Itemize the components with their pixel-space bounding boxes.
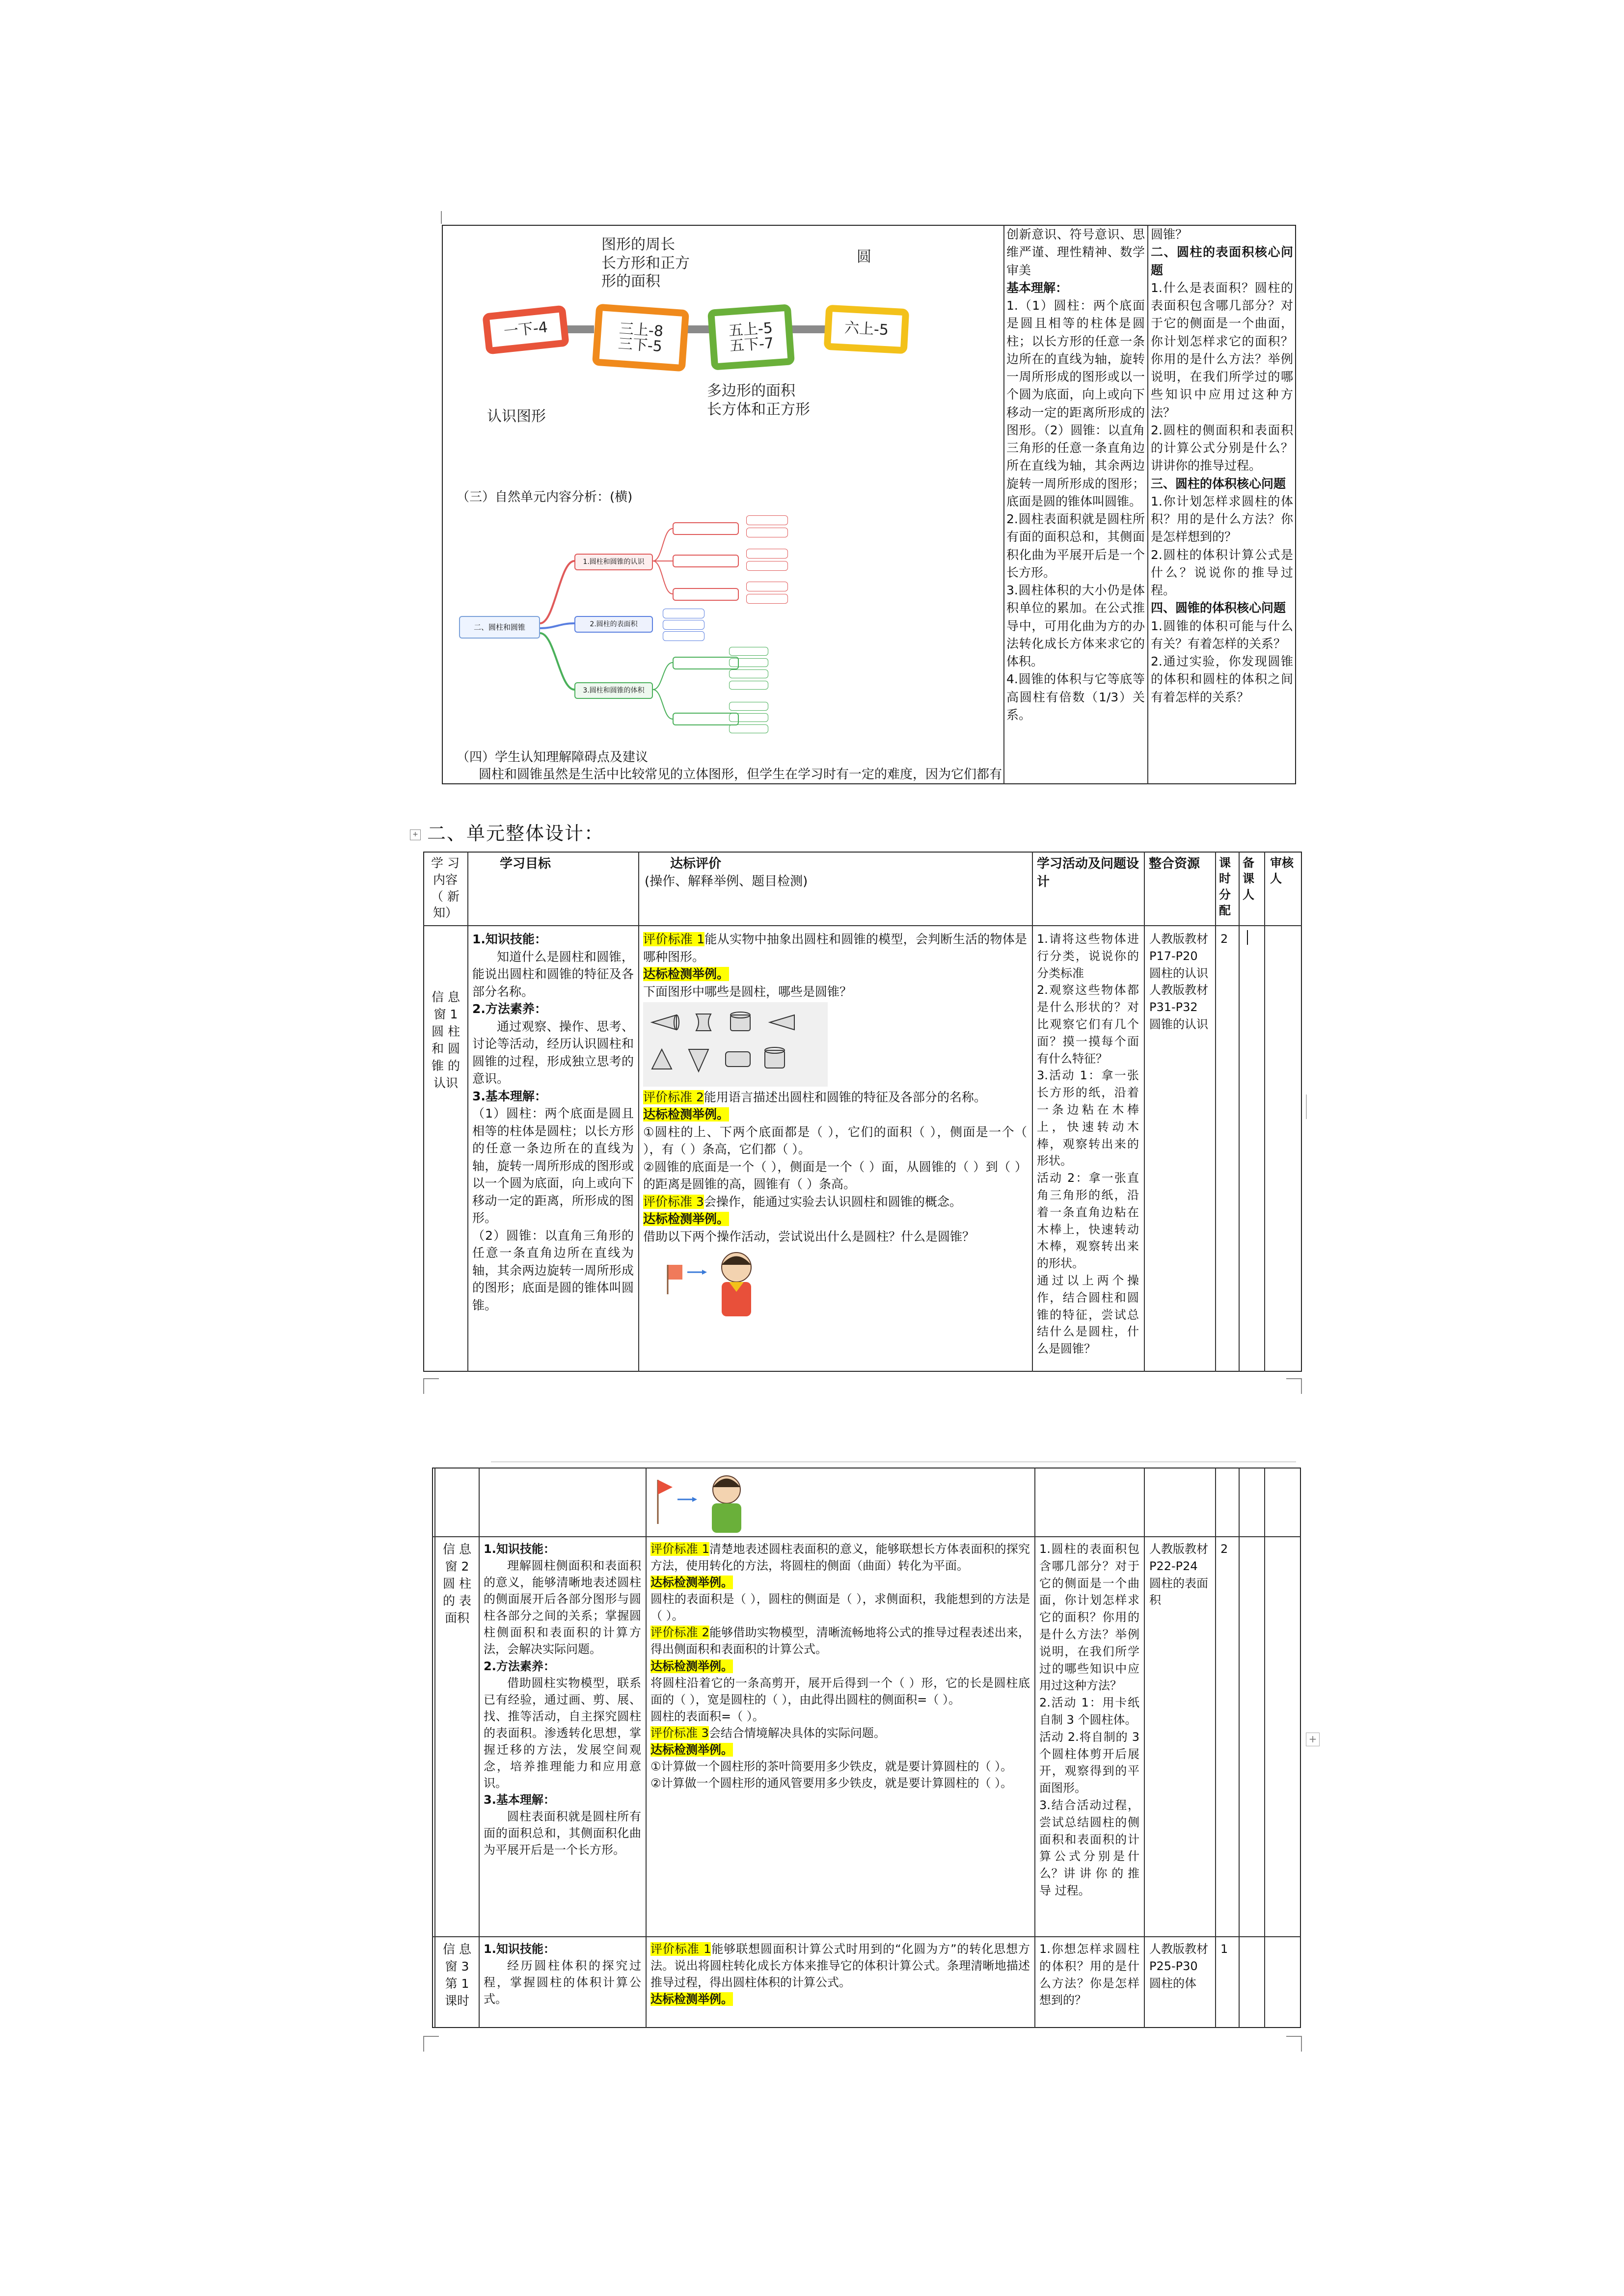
eval-question: ①计算做一个圆柱形的茶叶筒要用多少铁皮，就是要计算圆柱的（ ）。 ②计算做一个圆柱形的通风管要用多少铁皮，就是要计算圆柱的（ ）。: [650, 1760, 1013, 1790]
mindmap-leaf: [673, 588, 739, 601]
goal-title: 1.知识技能：: [472, 932, 547, 946]
eval-check-tag: 达标检测举例。: [650, 1992, 733, 2006]
mindmap-leaf: [729, 724, 768, 733]
eval-question: ②圆锥的底面是一个（ ），侧面是一个（ ）面，从圆锥的（ ）到（ ）的距离是圆锥的高，圆锥有（ ）条高。: [643, 1159, 1027, 1191]
girl-with-stick-illustration: [663, 1245, 790, 1319]
mindmap-leaf: [673, 522, 739, 535]
mindmap-leaf: [729, 713, 768, 722]
eval-question: 借助以下两个操作活动，尝试说出什么是圆柱？什么是圆锥？: [643, 1229, 975, 1244]
mindmap-branch-2: 2.圆柱的表面积: [574, 616, 653, 633]
row-goal-2: [480, 1539, 645, 1860]
goal-title: 1.知识技能：: [484, 1542, 555, 1556]
solid-shapes-figure: [643, 1002, 828, 1087]
chain-node-label: 六上-5: [844, 319, 889, 339]
eval-check-tag: 达标检测举例。: [643, 1212, 730, 1226]
eval-standard-tag: 评价标准 1: [650, 1942, 711, 1956]
row-goal-3: [480, 1939, 645, 2009]
basic-item: 4.圆锥的体积与它等底等高圆柱有倍数（1/3）关系。: [1006, 672, 1145, 722]
frustum-shape: [652, 1049, 672, 1069]
eval-standard-tag: 评价标准 3: [650, 1726, 709, 1740]
row-hours-2: 2: [1220, 1542, 1228, 1556]
mindmap-root: 二、圆柱和圆锥: [459, 616, 540, 639]
basic-item: 3.圆柱体积的大小仍是体积单位的累加。在公式推导中，可用化曲为方的办法转化成长方体来求它的体积。: [1006, 583, 1145, 668]
goal-title: 3.基本理解：: [472, 1089, 547, 1103]
header-prep: 备课人: [1243, 856, 1254, 902]
goal-text: 理解圆柱侧面积和表面积的意义，能够清晰地表述圆柱的侧面展开后各部分图形与圆柱各部分之间的关系；掌握圆柱侧面积和表面积的计算方法，会解决实际问题。: [484, 1559, 641, 1656]
eval-check-tag: 达标检测举例。: [643, 1107, 730, 1121]
paper-flag-shape: [668, 1265, 682, 1280]
mindmap-leaf: [746, 515, 788, 525]
chain-node-1: [482, 305, 569, 354]
row-goal-1: [468, 929, 638, 1316]
mindmap-leaf: [663, 620, 704, 630]
basic-understanding-title: 基本理解：: [1006, 280, 1068, 295]
header-review: 审核人: [1270, 856, 1294, 886]
eval-standard-tag: 评价标准 3: [643, 1194, 704, 1209]
obstacles-title: （四）学生认知理解障碍点及建议: [457, 750, 649, 765]
mindmap-leaf: [746, 582, 788, 591]
goal-text: （1）圆柱：两个底面是圆且相等的柱体是圆柱；以长方形的任意一条边所在的直线为轴，旋转一周所形成的图形或以一个圆为底面，向上或向下移动一定的距离，所形成的图形。 （2）圆锥：以直角三角形的任意一条直角边所在直线为轴，其余两边旋转一周所形成的图形；底面是圆的锥体叫圆锥。: [472, 1106, 634, 1312]
chain-node-2: [592, 304, 689, 372]
eval-standard-text: 能够借助实物模型，清晰流畅地将公式的推导过程表述出来，得出侧面积和表面积的计算公式。: [650, 1626, 1030, 1656]
row-resource-2: 人教版教材 P22-P24 圆柱的表面积: [1149, 1542, 1208, 1607]
eval-question: 下面图形中哪些是圆柱，哪些是圆锥？: [643, 984, 852, 999]
eval-standard-text: 会操作，能通过实验去认识圆柱和圆锥的概念。: [704, 1194, 962, 1209]
goal-title: 1.知识技能：: [484, 1942, 555, 1956]
eval-standard-text: 能从实物中抽象出圆柱和圆锥的模型，会判断生活的物体是哪种图形。: [643, 932, 1027, 964]
chain-node-4: [824, 305, 910, 354]
eval-check-tag: 达标检测举例。: [650, 1742, 733, 1757]
eval-standard-tag: 评价标准 1: [650, 1542, 709, 1556]
chain-link: [790, 325, 830, 333]
eval-check-tag: 达标检测举例。: [643, 967, 730, 981]
cone-side-shape: [770, 1015, 794, 1030]
chain-node-label: 一下-4: [503, 319, 549, 341]
eval-question: 将圆柱沿着它的一条高剪开，展开后得到一个（ ）形，它的长是圆柱底面的（ ），宽是圆柱的（ ），由此得出圆柱的侧面积=（ ）。 圆柱的表面积=（ ）。: [650, 1676, 1030, 1723]
add-row-handle[interactable]: +: [1306, 1733, 1320, 1746]
header-goal: 学习目标: [500, 856, 551, 871]
mindmap-leaf: [729, 669, 768, 678]
girl-illustration-continued: [648, 1470, 776, 1534]
cone-side-shape: [652, 1015, 677, 1030]
row-activity-1: 1.请将这些物体进行分类，说说你的分类标准 2.观察这些物体都是什么形状的？对比观察它们有几个面？摸一摸每个面有什么特征？ 3.活动 1：拿一张长方形的纸，沿着一条边粘在木棒上，快速转动木棒，观察转出来的形状。 活动 2：拿一张直角三角形的纸，沿着一条直角边粘在木棒上，快速转动木棒，观察转出来的形状。 通过以上两个操作，结合圆柱和圆锥的特征，尝试总结什么是圆柱，什么是圆锥？: [1037, 932, 1139, 1356]
eval-check-tag: 达标检测举例。: [650, 1659, 733, 1673]
mindmap-leaf: [729, 702, 768, 711]
core-question-lead: 圆锥？: [1151, 227, 1188, 241]
chain-node-3: [707, 304, 795, 371]
core-question-text: 1.什么是表面积？圆柱的表面积包含哪几部分？对于它的侧面是一个曲面，你计划怎样求它的面积？你用的是什么方法？举例说明，在我们所学过的哪些知识中应用过这种方法？ 2.圆柱的侧面积和表面积的计算公式分别是什么？讲讲你的推导过程。: [1151, 280, 1293, 473]
header-eval-cell: [641, 853, 1031, 893]
row-resource-1: 人教版教材 P17-P20 圆柱的认识 人教版教材 P31-P32 圆锥的认识: [1149, 932, 1208, 1031]
obstacles-text: 圆柱和圆锥虽然是生活中比较常见的立体图形，但学生在学习时有一定的难度，因为它们都有: [479, 767, 1002, 782]
natural-analysis-title: （三）自然单元内容分析：(横): [457, 490, 633, 505]
diagram-label-polygon: 多边形的面积 长方体和正方形: [707, 382, 810, 418]
solid-shapes-svg: [647, 1005, 814, 1079]
mindmap-leaf: [663, 631, 704, 641]
eval-standard-text: 能用语言描述出圆柱和圆锥的特征及各部分的名称。: [704, 1090, 986, 1104]
table-move-handle[interactable]: +: [410, 829, 421, 840]
row-content-3: 信 息 窗 3 第 1 课时: [443, 1942, 471, 2008]
eval-standard-tag: 评价标准 1: [643, 932, 705, 946]
header-activity: 学习活动及问题设计: [1037, 856, 1139, 889]
mindmap-leaf: [746, 549, 788, 559]
row-activity-2: 1.圆柱的表面积包含哪几部分？对于它的侧面是一个曲面，你计划怎样求它的面积？你用的是什么方法？举例说明，在我们所学过的哪些知识中应用过这种方法？ 2.活动 1：用卡纸自制 3 个圆柱体。 活动 2.将自制的 3 个圆柱体剪开后展开，观察得到的平面图形。 3.结合活动过程，尝试总结圆柱的侧面积和表面积的计算公式分别是什么？讲 讲 你 的 推 导 过程。: [1039, 1542, 1139, 1897]
diagram-label-circle: 圆: [857, 248, 871, 266]
eval-question: 圆柱的表面积是（ ），圆柱的侧面是（ ），求侧面积，我能想到的方法是（ ）。: [650, 1592, 1030, 1623]
goal-text: 通过观察、操作、思考、讨论等活动，经历认识圆柱和圆锥的过程，形成独立思考的意识。: [472, 1019, 634, 1086]
header-eval: 达标评价: [670, 856, 722, 871]
goal-text: 经历圆柱体积的探究过程，掌握圆柱的体积计算公式。: [484, 1959, 641, 2006]
chain-node-label: 三上-8 三下-5: [617, 320, 664, 356]
goal-text: 知道什么是圆柱和圆锥，能说出圆柱和圆锥的特征及各部分名称。: [472, 949, 634, 999]
row-content-2: 信 息 窗 2 圆 柱 的 表 面积: [443, 1542, 471, 1625]
row-content-1: 信 息 窗 1 圆 柱 和 圆 锥 的 认识: [432, 990, 460, 1090]
mindmap-leaf: [746, 528, 788, 537]
core-question-text: 1.圆锥的体积可能与什么有关？有着怎样的关系？ 2.通过实验，你发现圆锥的体积和圆柱的体积之间有着怎样的关系？: [1151, 618, 1293, 704]
goal-title: 2.方法素养：: [472, 1002, 547, 1016]
basic-item: 1.（1）圆柱：两个底面是圆且相等的柱体是圆柱；以长方形的任意一条边所在的直线为轴，旋转一周所形成的图形或以一个圆为底面，向上或向下移动一定的距离所形成的图形。（2）圆锥：以直角三角形的任意一条直角边所在直线为轴，其余两边旋转一周所形成的图形；底面是圆的锥体叫圆锥。: [1006, 298, 1145, 508]
mindmap-leaf: [746, 594, 788, 604]
mindmap-leaf: [729, 647, 768, 656]
eval-question: ①圆柱的上、下两个底面都是（ ），它们的面积（ ），侧面是一个（ ），有（ ）条高，它们都（ ）。: [643, 1124, 1027, 1156]
row-resource-3: 人教版教材 P25-P30 圆柱的体: [1149, 1942, 1208, 1990]
goal-title: 2.方法素养：: [484, 1659, 555, 1673]
chain-node-label: 五上-5 五下-7: [728, 319, 775, 355]
core-question-text: 1.你计划怎样求圆柱的体积？用的是什么方法？你是怎样想到的？ 2.圆柱的体积计算公式是什么？说说你的推导过程。: [1151, 494, 1293, 597]
core-literacy-intro: 创新意识、符号意识、思维严谨、理性精神、数学审美: [1006, 227, 1145, 277]
mindmap-leaf: [673, 555, 739, 567]
eval-standard-tag: 评价标准 2: [650, 1626, 709, 1640]
eval-standard-text: 会结合情境解决具体的实际问题。: [708, 1726, 886, 1740]
mindmap-leaf: [729, 658, 768, 667]
row-eval-1: [639, 929, 1031, 1326]
core-question-title: 二、圆柱的表面积核心问题: [1151, 245, 1293, 277]
goal-text: 圆柱表面积就是圆柱所有面的面积总和，其侧面积化曲为平展开后是一个长方形。: [484, 1810, 641, 1857]
diagram-label-recognize: 认识图形: [487, 408, 546, 425]
lying-cylinder-shape: [726, 1052, 750, 1067]
page1-divider-2: [1147, 225, 1148, 784]
row-eval-2: [647, 1539, 1034, 1793]
core-question-title: 四、圆锥的体积核心问题: [1151, 601, 1286, 615]
page1-divider-1: [1003, 225, 1004, 784]
page1-core-questions: [1151, 226, 1293, 706]
mindmap-leaf: [746, 561, 788, 571]
text-cursor: [1247, 930, 1248, 945]
header-content: 学 习 内容（ 新知）: [431, 856, 460, 920]
row-activity-3: 1.你想怎样求圆柱的体积？用的是什么方法？你是怎样想到的？: [1039, 1942, 1139, 2007]
diagram-label-perimeter: 图形的周长 长方形和正方 形的面积: [601, 236, 690, 290]
row-eval-3: [647, 1939, 1034, 2009]
eval-standard-text: 能够联想圆面积计算公式时用到的“化圆为方”的转化思想方法。说出将圆柱转化成长方体来推导它的体积计算公式。条理清晰地描述推导过程，得出圆柱体积的计算公式。: [650, 1942, 1030, 1990]
header-eval-sub: (操作、解释举例、题目检测): [645, 874, 808, 889]
core-question-title: 三、圆柱的体积核心问题: [1151, 476, 1286, 491]
row-hours-1: 2: [1220, 932, 1228, 946]
row-hours-3: 1: [1220, 1942, 1228, 1956]
mindmap-leaf: [729, 681, 768, 690]
mindmap-branch-1: 1.圆柱和圆锥的认识: [574, 554, 653, 570]
goal-text: 借助圆柱实物模型，联系已有经验，通过画、剪、展、找、推等活动，自主探究圆柱的表面积。渗透转化思想，掌握迁移的方法，发展空间观念，培养推理能力和应用意识。: [484, 1676, 641, 1790]
hourglass-shape: [696, 1014, 711, 1031]
mindmap-branch-3: 3.圆柱和圆锥的体积: [574, 682, 653, 699]
header-hours: 课时分配: [1219, 856, 1231, 918]
goal-title: 3.基本理解：: [484, 1793, 555, 1807]
inverted-cone-shape: [689, 1049, 708, 1071]
eval-check-tag: 达标检测举例。: [650, 1575, 733, 1590]
header-resource: 整合资源: [1149, 856, 1200, 871]
eval-standard-tag: 评价标准 2: [643, 1090, 704, 1104]
mindmap-leaf: [663, 609, 704, 618]
unit-design-heading: 二、单元整体设计：: [427, 823, 604, 844]
basic-item: 2.圆柱表面积就是圆柱所有面的面积总和，其侧面积化曲为平展开后是一个长方形。: [1006, 512, 1145, 580]
eval-standard-text: 清楚地表述圆柱表面积的意义，能够联想长方体表面积的探究方法，使用转化的方法，将圆柱的侧面（曲面）转化为平面。: [650, 1542, 1030, 1573]
page1-core-literacy: [1006, 226, 1145, 724]
